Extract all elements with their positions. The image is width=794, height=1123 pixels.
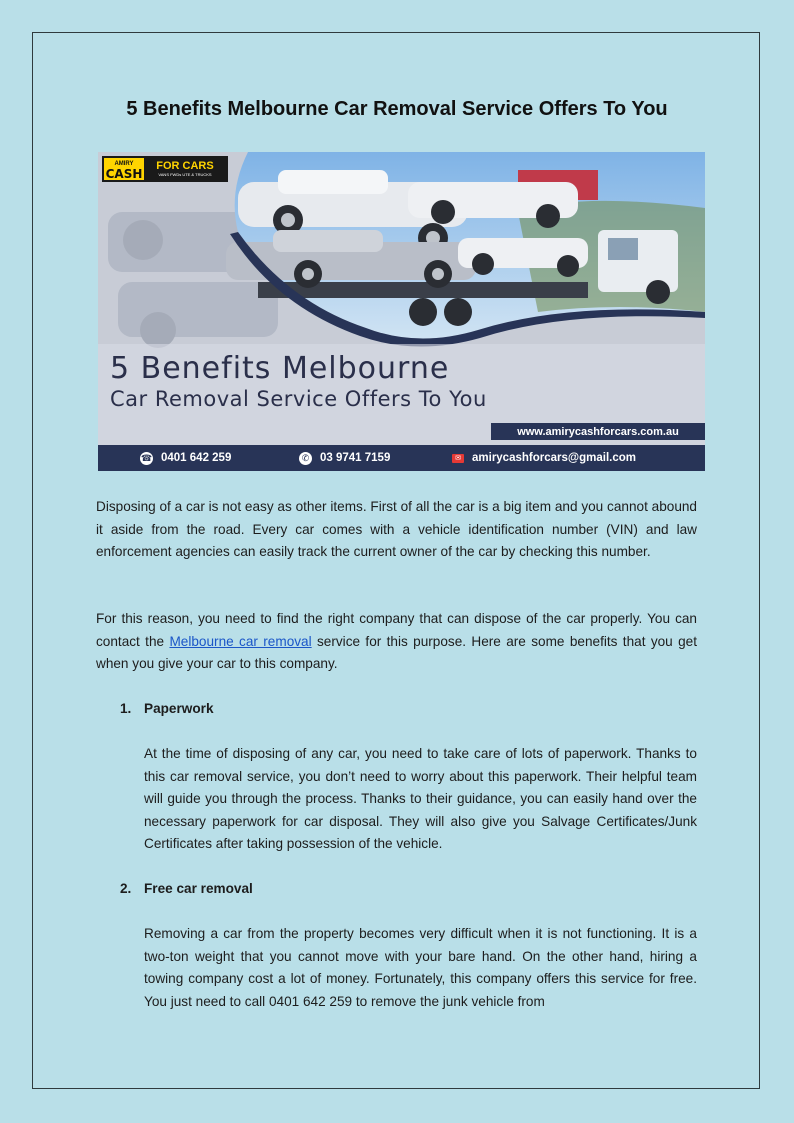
list-heading-1-text: Paperwork bbox=[144, 701, 214, 716]
banner-website: www.amirycashforcars.com.au bbox=[491, 423, 705, 440]
paragraph-company-before: For this reason, you need to find the right company that can dispose of the car properly. You can contact the bbox=[96, 611, 697, 649]
list-heading-2 bbox=[120, 879, 253, 899]
company-logo bbox=[102, 156, 228, 182]
list-item-2-text: Removing a car from the property becomes very difficult when it is not functioning. It is a two-ton weight that you cannot move with your bare hand. On the other hand, hiring a towing company cost a lot of money. Fortunately, this company offers this service for free. You just need to call 0401 642 259 to remove the junk vehicle from bbox=[144, 926, 697, 1009]
mail-icon: ✉ bbox=[452, 454, 464, 463]
contact-phone1-text: 0401 642 259 bbox=[161, 452, 232, 464]
contact-email bbox=[452, 445, 636, 471]
contact-phone1 bbox=[140, 445, 231, 471]
phone-icon: ✆ bbox=[299, 452, 312, 465]
list-number-1: 1. bbox=[120, 701, 132, 716]
paragraph-intro: Disposing of a car is not easy as other items. First of all the car is a big item and you cannot abound it aside from the road. Every car comes with a vehicle identification number (VIN) and law enforcement agencies can easily track the current owner of the car by checking this number. bbox=[96, 499, 697, 559]
logo-for-cars: FOR CARS bbox=[156, 160, 214, 172]
melbourne-car-removal-link[interactable]: Melbourne car removal bbox=[169, 633, 312, 649]
banner-headline-line2: Car Removal Service Offers To You bbox=[110, 387, 487, 411]
banner-headline-line1: 5 Benefits Melbourne bbox=[110, 351, 450, 386]
contact-phone2-text: 03 9741 7159 bbox=[320, 452, 391, 464]
contact-phone2 bbox=[299, 445, 390, 471]
banner-contact-bar bbox=[98, 445, 705, 471]
telephone-icon: ☎ bbox=[140, 452, 153, 463]
page-title: 5 Benefits Melbourne Car Removal Service Offers To You bbox=[126, 98, 668, 120]
paragraph-company bbox=[96, 608, 697, 676]
banner-image bbox=[98, 152, 705, 471]
list-number-2: 2. bbox=[120, 881, 132, 896]
paragraph-company-after: service for this purpose. Here are some benefits that you get when you give your car to this company. bbox=[96, 633, 697, 671]
banner-headline bbox=[110, 352, 487, 412]
logo-tagline: VANS FWDs UTE & TRUCKS bbox=[158, 172, 212, 177]
list-item-1-text: At the time of disposing of any car, you need to take care of lots of paperwork. Thanks to this car removal service, you don’t need to worry about this paperwork. Their helpful team will guide you through the process. Thanks to their guidance, you can easily hand over the necessary paperwork for car disposal. They will also give you Salvage Certificates/Junk Certificates after taking possession of the vehicle. bbox=[144, 746, 697, 851]
list-heading-2-text: Free car removal bbox=[144, 881, 253, 896]
logo-amiry: AMIRY bbox=[114, 161, 134, 167]
list-heading-1 bbox=[120, 699, 214, 719]
contact-email-text: amirycashforcars@gmail.com bbox=[472, 452, 636, 464]
logo-cash: CASH bbox=[105, 167, 143, 181]
